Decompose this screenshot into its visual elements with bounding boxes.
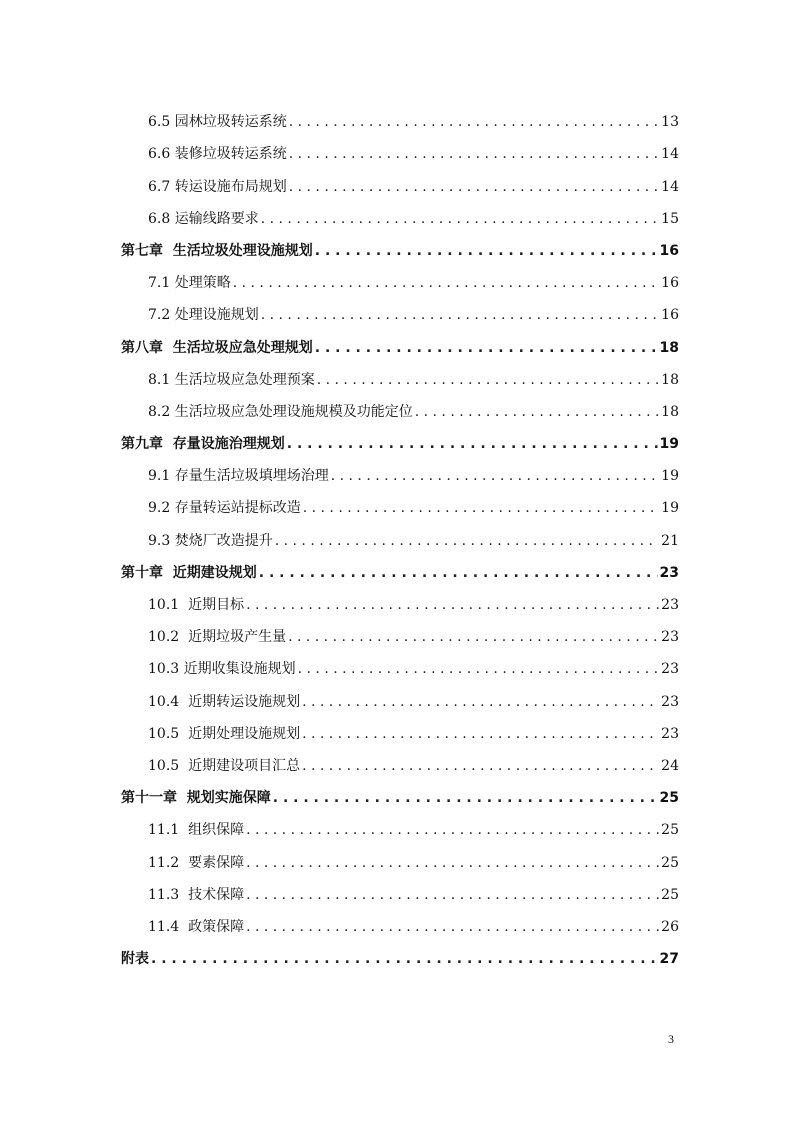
dot-leader bbox=[273, 788, 658, 808]
toc-entry-title: 11.1 组织保障 bbox=[148, 822, 245, 839]
toc-section-entry[interactable] bbox=[121, 812, 679, 844]
toc-entry-page: 23 bbox=[661, 693, 679, 710]
toc-entry-page: 19 bbox=[659, 436, 679, 453]
dot-leader bbox=[298, 659, 660, 679]
dot-leader bbox=[246, 595, 659, 615]
toc-entry-page: 18 bbox=[661, 371, 679, 388]
toc-section-entry[interactable] bbox=[121, 522, 679, 554]
toc-entry-page: 25 bbox=[661, 854, 679, 871]
toc-section-entry[interactable] bbox=[121, 265, 679, 297]
toc-entry-page: 23 bbox=[659, 564, 679, 581]
toc-section-entry[interactable] bbox=[121, 168, 679, 200]
toc-section-entry[interactable] bbox=[121, 490, 679, 522]
toc-entry-page: 25 bbox=[659, 790, 679, 807]
toc-section-entry[interactable] bbox=[121, 909, 679, 941]
toc-entry-page: 13 bbox=[661, 114, 679, 131]
toc-chapter-entry[interactable] bbox=[121, 426, 679, 458]
toc-entry-title: 10.5 近期处理设施规划 bbox=[148, 725, 301, 742]
toc-entry-title: 第八章 生活垃圾应急处理规划 bbox=[121, 339, 313, 356]
dot-leader bbox=[246, 885, 659, 905]
toc-section-entry[interactable] bbox=[121, 716, 679, 748]
dot-leader bbox=[151, 949, 658, 969]
toc-entry-title: 6.8 运输线路要求 bbox=[148, 210, 259, 227]
dot-leader bbox=[246, 820, 659, 840]
toc-entry-page: 18 bbox=[661, 403, 679, 420]
toc-entry-page: 27 bbox=[659, 951, 679, 968]
toc-entry-title: 7.1 处理策略 bbox=[148, 275, 231, 292]
toc-section-entry[interactable] bbox=[121, 362, 679, 394]
toc-entry-page: 25 bbox=[661, 886, 679, 903]
toc-entry-page: 19 bbox=[661, 468, 679, 485]
toc-section-entry[interactable] bbox=[121, 587, 679, 619]
dot-leader bbox=[246, 917, 659, 937]
dot-leader bbox=[317, 370, 659, 390]
toc-chapter-entry[interactable] bbox=[121, 329, 679, 361]
dot-leader bbox=[259, 563, 658, 583]
toc-entry-page: 15 bbox=[661, 210, 679, 227]
dot-leader bbox=[315, 241, 658, 261]
dot-leader bbox=[261, 209, 659, 229]
toc-entry-title: 10.5 近期建设项目汇总 bbox=[148, 757, 301, 774]
toc-entry-page: 25 bbox=[661, 822, 679, 839]
toc-entry-title: 第七章 生活垃圾处理设施规划 bbox=[121, 242, 313, 259]
toc-entry-title: 第十一章 规划实施保障 bbox=[121, 790, 271, 807]
toc-section-entry[interactable] bbox=[121, 104, 679, 136]
toc-entry-title: 9.2 存量转运站提标改造 bbox=[148, 500, 301, 517]
toc-chapter-entry[interactable] bbox=[121, 555, 679, 587]
toc-section-entry[interactable] bbox=[121, 748, 679, 780]
toc-entry-title: 9.1 存量生活垃圾填埋场治理 bbox=[148, 468, 329, 485]
toc-entry-title: 附表 bbox=[121, 951, 149, 968]
toc-entry-page: 23 bbox=[661, 629, 679, 646]
dot-leader bbox=[302, 692, 659, 712]
toc-section-entry[interactable] bbox=[121, 136, 679, 168]
toc-entry-title: 10.3 近期收集设施规划 bbox=[148, 661, 296, 678]
toc-entry-title: 10.1 近期目标 bbox=[148, 597, 245, 613]
dot-leader bbox=[302, 724, 659, 744]
toc-chapter-entry[interactable] bbox=[121, 233, 679, 265]
dot-leader bbox=[303, 498, 659, 518]
toc-entry-page: 23 bbox=[661, 597, 679, 613]
toc-entry-title: 9.3 焚烧厂改造提升 bbox=[148, 532, 273, 549]
toc-chapter-entry[interactable] bbox=[121, 941, 679, 973]
toc-section-entry[interactable] bbox=[121, 844, 679, 876]
toc-chapter-entry[interactable] bbox=[121, 780, 679, 812]
toc-entry-title: 10.4 近期转运设施规划 bbox=[148, 693, 301, 710]
dot-leader bbox=[288, 627, 659, 647]
toc-section-entry[interactable] bbox=[121, 297, 679, 329]
toc-entry-page: 26 bbox=[661, 918, 679, 935]
toc-entry-title: 8.2 生活垃圾应急处理设施规模及功能定位 bbox=[148, 403, 413, 420]
dot-leader bbox=[261, 305, 659, 325]
toc-entry-page: 23 bbox=[661, 661, 679, 678]
dot-leader bbox=[302, 756, 659, 776]
dot-leader bbox=[246, 853, 659, 873]
dot-leader bbox=[331, 466, 659, 486]
dot-leader bbox=[315, 338, 658, 358]
toc-section-entry[interactable] bbox=[121, 619, 679, 651]
toc-entry-page: 14 bbox=[661, 178, 679, 195]
toc-section-entry[interactable] bbox=[121, 201, 679, 233]
toc-entry-page: 18 bbox=[659, 339, 679, 356]
dot-leader bbox=[233, 273, 659, 293]
toc-entry-page: 23 bbox=[661, 725, 679, 742]
toc-section-entry[interactable] bbox=[121, 458, 679, 490]
toc-entry-title: 11.3 技术保障 bbox=[148, 886, 245, 903]
toc-entry-title: 11.2 要素保障 bbox=[148, 854, 245, 871]
toc-entry-title: 10.2 近期垃圾产生量 bbox=[148, 629, 287, 646]
toc-entry-title: 6.5 园林垃圾转运系统 bbox=[148, 114, 287, 131]
dot-leader bbox=[289, 144, 659, 164]
toc-entry-page: 24 bbox=[661, 757, 679, 774]
toc-section-entry[interactable] bbox=[121, 394, 679, 426]
toc-entry-title: 6.6 装修垃圾转运系统 bbox=[148, 146, 287, 163]
toc-entry-page: 16 bbox=[661, 307, 679, 324]
toc-entry-page: 16 bbox=[661, 275, 679, 292]
toc-entry-title: 11.4 政策保障 bbox=[148, 918, 245, 935]
toc-section-entry[interactable] bbox=[121, 683, 679, 715]
toc-entry-page: 14 bbox=[661, 146, 679, 163]
toc-entry-title: 第十章 近期建设规划 bbox=[121, 564, 257, 581]
toc-entry-page: 19 bbox=[661, 500, 679, 517]
page-number: 3 bbox=[668, 1032, 674, 1046]
toc-entry-title: 6.7 转运设施布局规划 bbox=[148, 178, 287, 195]
toc-entry-title: 8.1 生活垃圾应急处理预案 bbox=[148, 371, 315, 388]
dot-leader bbox=[289, 177, 659, 197]
toc-section-entry[interactable] bbox=[121, 651, 679, 683]
dot-leader bbox=[289, 112, 659, 132]
dot-leader bbox=[415, 402, 659, 422]
toc-entry-page: 21 bbox=[661, 532, 679, 549]
toc-entry-title: 第九章 存量设施治理规划 bbox=[121, 436, 285, 453]
toc-entry-title: 7.2 处理设施规划 bbox=[148, 307, 259, 324]
toc-entry-page: 16 bbox=[659, 242, 679, 259]
dot-leader bbox=[275, 531, 659, 551]
toc-section-entry[interactable] bbox=[121, 877, 679, 909]
dot-leader bbox=[287, 434, 658, 454]
table-of-contents bbox=[121, 104, 679, 973]
